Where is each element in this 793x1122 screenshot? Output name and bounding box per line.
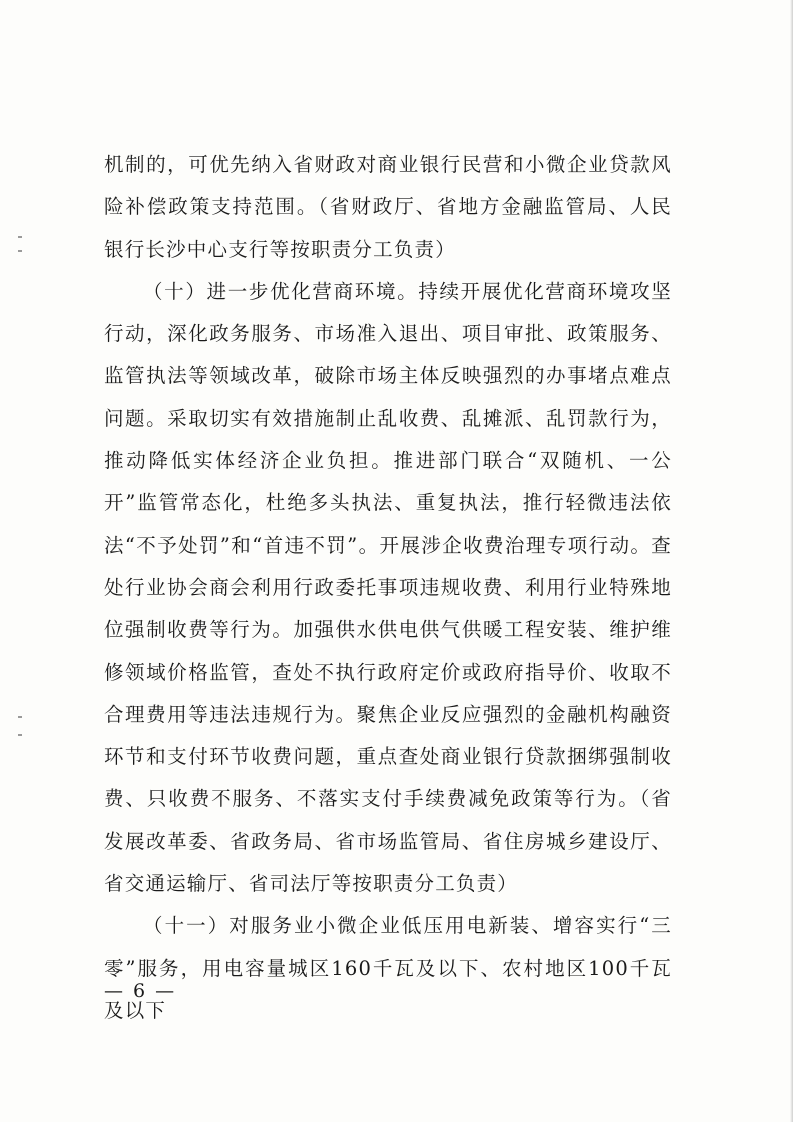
margin-mark <box>18 734 22 736</box>
margin-mark <box>18 236 22 238</box>
paragraph-continued: 机制的，可优先纳入省财政对商业银行民营和小微企业贷款风险补偿政策支持范围。（省财政厅、省地方金融监管局、人民银行长沙中心支行等按职责分工负责） <box>104 153 672 261</box>
margin-mark <box>18 716 22 718</box>
margin-mark <box>18 250 22 252</box>
paragraph-electricity-service: （十一）对服务业小微企业低压用电新装、增容实行“三零”服务，用电容量城区160千瓦及以下、农村地区100千瓦及以下 <box>104 914 672 1022</box>
document-body <box>104 144 672 1032</box>
page-number: — 6 — <box>104 980 177 1002</box>
margin-marks <box>18 0 38 1122</box>
paragraph-business-environment: （十）进一步优化营商环境。持续开展优化营商环境攻坚行动，深化政务服务、市场准入退出、项目审批、政策服务、监管执法等领域改革，破除市场主体反映强烈的办事堵点难点问题。采取切实有效措施制止乱收费、乱摊派、乱罚款行为，推动降低实体经济企业负担。推进部门联合“双随机、一公开”监管常态化，杜绝多头执法、重复执法，推行轻微违法依法“不予处罚”和“首违不罚”。开展涉企收费治理专项行动。查处行业协会商会利用行政委托事项违规收费、利用行业特殊地位强制收费等行为。加强供水供电供气供暖工程安装、维护维修领域价格监管，查处不执行政府定价或政府指导价、收取不合理费用等违法违规行为。聚焦企业反应强烈的金融机构融资环节和支付环节收费问题，重点查处商业银行贷款捆绑强制收费、只收费不服务、不落实支付手续费减免政策等行为。（省发展改革委、省政务局、省市场监管局、省住房城乡建设厅、省交通运输厅、省司法厅等按职责分工负责） <box>104 279 672 896</box>
